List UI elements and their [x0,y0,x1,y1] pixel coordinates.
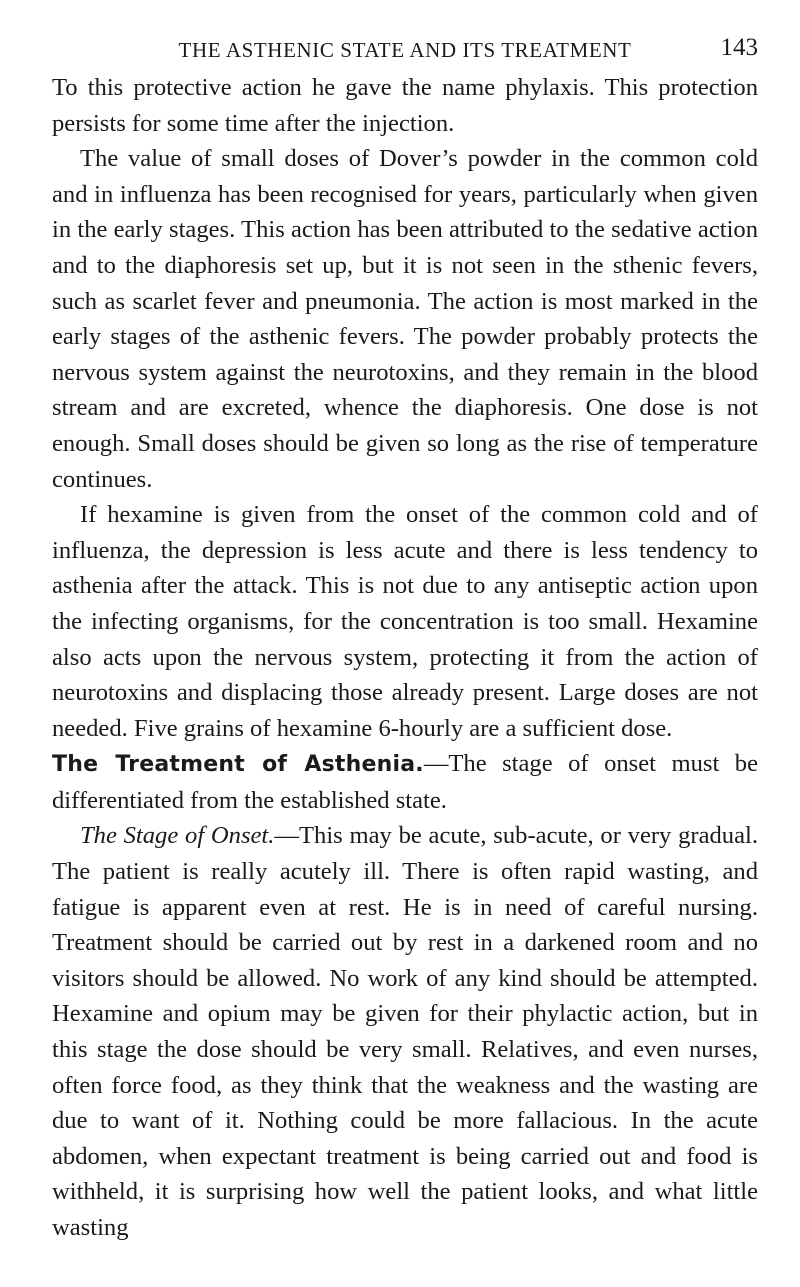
paragraph-text: To this protective action he gave the name phylaxis. This protection persists for some time after the injection. [52,74,758,137]
subsection-heading: The Stage of Onset. [80,822,275,850]
paragraph-phylaxis [52,70,758,141]
book-page [52,34,758,1246]
page-number: 143 [720,34,758,61]
body-text [52,70,758,1246]
paragraph-stage-of-onset [52,818,758,1245]
paragraph-text: —The stage of onset must be differentiated from the established state. [52,750,758,814]
paragraph-hexamine [52,497,758,746]
paragraph-text: —This may be acute, sub-acute, or very gradual. The patient is really acutely ill. There is often rapid wasting, and fatigue is apparent even at rest. He is in need of careful nursing. Treatment should be carried out by rest in a darkened room and no visitors should be allowed. No work of any kind should be attempted. Hexamine and opium may be given for their phylactic action, but in this stage the dose should be very small. Relatives, and even nurses, often force food, as they think that the weakness and the wasting are due to want of it. Nothing could be more fallacious. In the acute abdomen, when expectant treatment is being carried out and food is withheld, it is surprising how well the patient looks, and what little wasting [52,822,758,1241]
running-header [52,34,758,68]
paragraph-treatment-of-asthenia [52,746,758,818]
paragraph-text: If hexamine is given from the onset of the common cold and of influenza, the depression is less acute and there is less tendency to asthenia after the attack. This is not due to any antiseptic action upon the infecting organisms, for the concentration is too small. Hexamine also acts upon the nervous system, protecting it from the action of neurotoxins and displacing those already present. Large doses are not needed. Five grains of hexamine 6-hourly are a sufficient dose. [52,501,758,742]
running-title: THE ASTHENIC STATE AND ITS TREATMENT [178,38,632,62]
paragraph-text: The value of small doses of Dover’s powder in the common cold and in influenza has been recognised for years, particularly when given in the early stages. This action has been attributed to the sedative action and to the diaphoresis set up, but it is not seen in the sthenic fevers, such as scarlet fever and pneumonia. The action is most marked in the early stages of the asthenic fevers. The powder probably protects the nervous system against the neurotoxins, and they remain in the blood stream and are excreted, whence the diaphoresis. One dose is not enough. Small doses should be given so long as the rise of temperature continues. [52,145,758,493]
paragraph-dovers-powder [52,141,758,497]
section-heading: The Treatment of Asthenia. [52,752,424,778]
